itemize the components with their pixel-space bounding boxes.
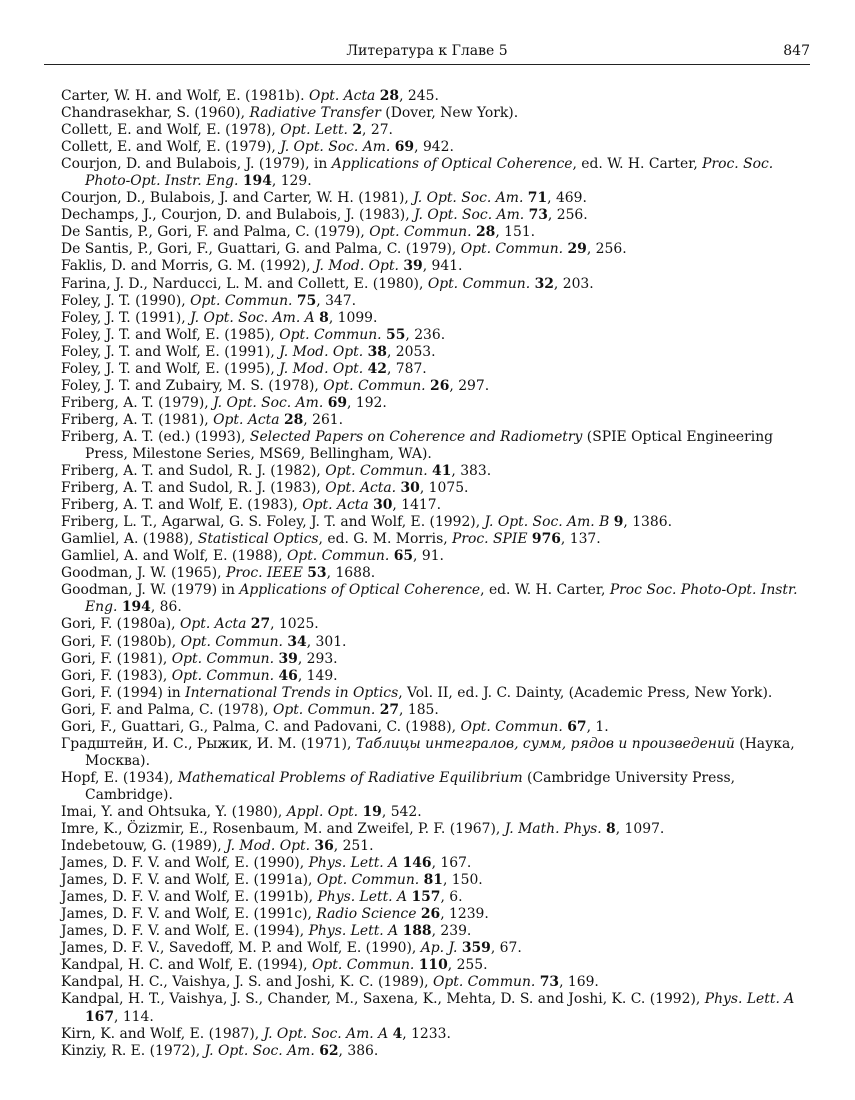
journal-title: Applications of Optical Coherence — [331, 156, 573, 173]
reference-text: Friberg, A. T. (1981), — [61, 411, 214, 428]
reference-text: , 542. — [381, 803, 422, 820]
reference-entry — [61, 88, 811, 105]
reference-text: Courjon, D., Bulabois, J. and Carter, W. H. (1981), — [61, 190, 414, 207]
volume-number: 30 — [373, 497, 393, 514]
reference-text: , 1025. — [270, 616, 319, 633]
reference-text: Dechamps, J., Courjon, D. and Bulabois, J. (1983), — [61, 207, 415, 224]
volume-number: 194 — [121, 599, 151, 616]
reference-entry — [61, 889, 811, 906]
journal-title: Statistical Optics — [197, 531, 319, 548]
reference-entry — [61, 139, 811, 156]
journal-title: Opt. Commun. — [272, 701, 376, 718]
journal-title: Opt. Commun. — [316, 872, 420, 889]
journal-title: J. Mod. Opt. — [279, 343, 364, 360]
reference-entry — [61, 378, 811, 395]
reference-text: Friberg, A. T. and Sudol, R. J. (1983), — [61, 480, 326, 497]
header-rule — [44, 64, 810, 65]
volume-number: 71 — [527, 190, 548, 207]
journal-title: Opt. Commun. — [312, 957, 415, 974]
journal-title: Radiative Transfer — [249, 105, 381, 122]
reference-text: (SPIE Optical Engineering Press, Milestone Series, MS69, Bellingham, WA). — [85, 428, 774, 462]
reference-text: Carter, W. H. and Wolf, E. (1981b). — [61, 88, 309, 104]
reference-text: Foley, J. T. and Wolf, E. (1991), — [61, 343, 280, 360]
reference-entry — [61, 821, 811, 838]
reference-text: , Vol. II, ed. J. C. Dainty, (Academic Press, New York). — [398, 684, 773, 701]
volume-number: 27 — [250, 616, 271, 633]
reference-entry — [61, 872, 811, 889]
reference-text: Farina, J. D., Narducci, L. M. and Collett, E. (1980), — [61, 275, 428, 292]
volume-number: 67 — [567, 718, 587, 735]
reference-text: , 1386. — [623, 514, 672, 531]
reference-text: James, D. F. V., Savedoff, M. P. and Wolf, E. (1990), — [61, 940, 421, 957]
journal-title: Phys. Lett. A — [317, 889, 408, 906]
reference-text: James, D. F. V. and Wolf, E. (1991b), — [61, 889, 318, 906]
volume-number: 146 — [402, 855, 432, 872]
reference-text: , 6. — [440, 889, 463, 906]
journal-title: Opt. Acta — [179, 616, 247, 633]
volume-number: 27 — [379, 701, 400, 718]
volume-number: 26 — [430, 377, 450, 394]
reference-entry — [61, 241, 811, 258]
journal-title: Opt. Commun. — [432, 974, 536, 991]
reference-entry — [61, 804, 811, 821]
reference-list — [61, 88, 811, 1060]
reference-text: , 114. — [114, 1008, 154, 1025]
reference-text: Goodman, J. W. (1979) in — [61, 582, 240, 599]
volume-number: 69 — [327, 394, 348, 411]
volume-number: 65 — [393, 548, 414, 565]
reference-entry — [61, 991, 811, 1025]
reference-entry — [61, 463, 811, 480]
reference-text: , 261. — [303, 411, 344, 428]
reference-entry — [61, 906, 811, 923]
page-number: 847 — [783, 43, 810, 59]
reference-text: Foley, J. T. and Zubairy, M. S. (1978), — [61, 377, 324, 394]
volume-number: 42 — [367, 360, 387, 377]
reference-text: , 151. — [495, 224, 536, 241]
reference-text: Faklis, D. and Morris, G. M. (1992), — [61, 258, 316, 275]
reference-text: Gori, F., Guattari, G., Palma, C. and Padovani, C. (1988), — [61, 718, 461, 735]
journal-title: J. Mod. Opt. — [315, 258, 399, 275]
journal-title: J. Opt. Soc. Am. A — [263, 1025, 389, 1042]
reference-text: Friberg, A. T. and Sudol, R. J. (1982), — [61, 463, 326, 480]
reference-entry — [61, 582, 811, 616]
journal-title: Phys. Lett. A — [308, 923, 399, 940]
reference-text: , 347. — [316, 292, 357, 309]
journal-title: Selected Papers on Coherence and Radiometry — [249, 428, 583, 445]
reference-text: , 185. — [399, 701, 439, 718]
journal-title: Phys. Lett. A — [308, 855, 399, 872]
journal-title: Proc. SPIE — [452, 531, 528, 548]
journal-title: J. Opt. Soc. Am. — [413, 190, 524, 207]
reference-text: , 236. — [405, 326, 446, 343]
volume-number: 39 — [278, 650, 298, 667]
reference-entry — [61, 156, 811, 190]
volume-number: 38 — [367, 343, 387, 360]
reference-text: (Наука, Москва). — [85, 735, 795, 769]
reference-text: Gori, F. (1980b), — [61, 633, 181, 650]
journal-title: International Trends in Optics — [185, 684, 399, 701]
reference-text: (Cambridge University Press, Cambridge). — [85, 769, 736, 803]
reference-text: Foley, J. T. (1991), — [61, 309, 191, 326]
running-header — [44, 41, 810, 65]
reference-text: , 91. — [413, 548, 444, 565]
reference-text: , 149. — [297, 667, 338, 684]
journal-title: Opt. Acta — [302, 497, 369, 514]
reference-text: , 67. — [490, 940, 522, 957]
journal-title: Opt. Lett. — [280, 122, 348, 139]
reference-text: , 27. — [362, 122, 393, 139]
volume-number: 73 — [539, 974, 560, 991]
reference-text: Imai, Y. and Ohtsuka, Y. (1980), — [61, 803, 287, 820]
volume-number: 976 — [531, 531, 561, 548]
volume-number: 28 — [475, 224, 496, 241]
reference-entry — [61, 395, 811, 412]
reference-entry — [61, 923, 811, 940]
volume-number: 46 — [278, 667, 298, 684]
reference-text: Kinziy, R. E. (1972), — [61, 1042, 205, 1059]
journal-title: J. Mod. Opt. — [226, 838, 310, 855]
volume-number: 29 — [567, 241, 587, 258]
journal-title: Opt. Commun. — [325, 463, 428, 480]
volume-number: 81 — [423, 872, 443, 889]
reference-text: , 787. — [386, 360, 427, 377]
reference-entry — [61, 1026, 811, 1043]
reference-text: Foley, J. T. and Wolf, E. (1995), — [61, 360, 280, 377]
reference-text: , 469. — [547, 190, 587, 207]
reference-text: , 383. — [451, 463, 492, 480]
journal-title: Opt. Commun. — [323, 377, 426, 394]
reference-entry — [61, 651, 811, 668]
reference-text: , ed. W. H. Carter, — [480, 582, 610, 599]
reference-text: Kandpal, H. C., Vaishya, J. S. and Joshi, K. C. (1989), — [61, 974, 433, 991]
volume-number: 110 — [418, 957, 448, 974]
reference-text: De Santis, P., Gori, F. and Palma, C. (1979), — [61, 224, 370, 241]
journal-title: Opt. Acta. — [325, 480, 397, 497]
journal-title: J. Opt. Soc. Am. — [213, 394, 324, 411]
reference-text: , 169. — [559, 974, 599, 991]
reference-text: Gori, F. (1981), — [61, 650, 172, 667]
reference-text: , 297. — [449, 377, 490, 394]
volume-number: 157 — [411, 889, 441, 906]
journal-title: Proc Soc. Photo-Opt. Instr. Eng. — [85, 582, 798, 616]
reference-text: , 255. — [447, 957, 488, 974]
reference-text: Hopf, E. (1934), — [61, 769, 178, 786]
journal-title: Opt. Commun. — [460, 718, 563, 735]
reference-text: , 1233. — [402, 1025, 451, 1042]
reference-text: , 293. — [297, 650, 338, 667]
journal-title: Таблицы интегралов, сумм, рядов и произведений — [355, 735, 735, 752]
reference-text: , 256. — [547, 207, 588, 224]
reference-text: Indebetouw, G. (1989), — [61, 838, 227, 855]
journal-title: Opt. Commun. — [460, 241, 564, 258]
reference-text: Foley, J. T. (1990), — [61, 292, 191, 309]
volume-number: 36 — [314, 838, 334, 855]
reference-text: , 1075. — [419, 480, 469, 497]
reference-text: , 150. — [442, 872, 483, 889]
journal-title: Opt. Commun. — [279, 326, 382, 343]
volume-number: 359 — [461, 940, 491, 957]
volume-number: 167 — [85, 1008, 114, 1025]
reference-text: , 245. — [399, 88, 439, 104]
reference-text: De Santis, P., Gori, F., Guattari, G. and Palma, C. (1979), — [61, 241, 461, 258]
journal-title: Opt. Commun. — [286, 548, 390, 565]
reference-text: , 137. — [560, 531, 601, 548]
reference-text: Gori, F. and Palma, C. (1978), — [61, 701, 273, 718]
reference-text: , 1099. — [328, 309, 378, 326]
reference-entry — [61, 258, 811, 275]
reference-text: Gamliel, A. (1988), — [61, 531, 198, 548]
volume-number: 194 — [242, 173, 272, 190]
reference-text: , 251. — [333, 838, 374, 855]
reference-text: James, D. F. V. and Wolf, E. (1991c), — [61, 906, 317, 923]
reference-text: Goodman, J. W. (1965), — [61, 565, 226, 582]
volume-number: 39 — [403, 258, 423, 275]
reference-text: , 2053. — [386, 343, 436, 360]
reference-entry — [61, 855, 811, 872]
volume-number: 9 — [613, 514, 624, 531]
volume-number: 69 — [394, 139, 415, 156]
reference-text: , 239. — [431, 923, 472, 940]
reference-entry — [61, 940, 811, 957]
reference-entry — [61, 105, 811, 122]
reference-text: , ed. G. M. Morris, — [318, 531, 453, 548]
volume-number: 26 — [420, 906, 441, 923]
reference-text: , 1. — [586, 718, 609, 735]
journal-title: J. Opt. Soc. Am. B — [484, 514, 610, 531]
reference-text: Kandpal, H. C. and Wolf, E. (1994), — [61, 957, 312, 974]
reference-entry — [61, 480, 811, 497]
journal-title: Appl. Opt. — [286, 803, 359, 820]
reference-text: Friberg, A. T. and Wolf, E. (1983), — [61, 497, 303, 514]
reference-text: Friberg, L. T., Agarwal, G. S. Foley, J. T. and Wolf, E. (1992), — [61, 514, 485, 531]
reference-text: Courjon, D. and Bulabois, J. (1979), in — [61, 156, 332, 173]
reference-entry — [61, 361, 811, 378]
volume-number: 28 — [379, 88, 400, 104]
journal-title: Opt. Acta — [308, 88, 376, 104]
volume-number: 34 — [287, 633, 307, 650]
reference-text: James, D. F. V. and Wolf, E. (1991a), — [61, 872, 317, 889]
reference-text: Collett, E. and Wolf, E. (1979), — [61, 139, 281, 156]
reference-text: , 203. — [553, 275, 594, 292]
reference-entry — [61, 668, 811, 685]
reference-text: Gori, F. (1983), — [61, 667, 172, 684]
reference-entry — [61, 344, 811, 361]
reference-text: , 1417. — [392, 497, 442, 514]
reference-entry — [61, 685, 811, 702]
reference-entry — [61, 531, 811, 548]
journal-title: J. Math. Phys. — [504, 821, 602, 838]
volume-number: 8 — [319, 309, 329, 326]
running-title: Литература к Главе 5 — [346, 43, 508, 59]
reference-entry — [61, 207, 811, 224]
volume-number: 73 — [528, 207, 548, 224]
reference-text: James, D. F. V. and Wolf, E. (1990), — [61, 855, 309, 872]
journal-title: Opt. Commun. — [190, 292, 293, 309]
reference-entry — [61, 310, 811, 327]
reference-entry — [61, 565, 811, 582]
reference-text: Градштейн, И. С., Рыжик, И. М. (1971), — [61, 735, 356, 752]
volume-number: 8 — [606, 821, 616, 838]
journal-title: Opt. Acta — [213, 411, 280, 428]
journal-title: Ap. J. — [420, 940, 458, 957]
volume-number: 32 — [534, 275, 554, 292]
reference-text: Gamliel, A. and Wolf, E. (1988), — [61, 548, 287, 565]
reference-text: Gori, F. (1994) in — [61, 684, 186, 701]
volume-number: 19 — [362, 803, 382, 820]
reference-text: , 167. — [431, 855, 472, 872]
reference-entry — [61, 327, 811, 344]
reference-text: James, D. F. V. and Wolf, E. (1994), — [61, 923, 309, 940]
reference-entry — [61, 616, 811, 633]
volume-number: 188 — [402, 923, 432, 940]
reference-text: Collett, E. and Wolf, E. (1978), — [61, 122, 281, 139]
reference-text: Friberg, A. T. (1979), — [61, 394, 214, 411]
reference-text: , 1239. — [440, 906, 489, 923]
journal-title: Applications of Optical Coherence — [239, 582, 481, 599]
reference-text: (Dover, New York). — [380, 105, 519, 122]
reference-text: Chandrasekhar, S. (1960), — [61, 105, 250, 122]
reference-entry — [61, 429, 811, 463]
reference-entry — [61, 276, 811, 293]
reference-entry — [61, 1043, 811, 1060]
reference-text: , 192. — [347, 394, 387, 411]
reference-entry — [61, 736, 811, 770]
reference-text: Foley, J. T. and Wolf, E. (1985), — [61, 326, 280, 343]
reference-entry — [61, 634, 811, 651]
reference-text: , 942. — [414, 139, 454, 156]
journal-title: Proc. Soc. Photo-Opt. Instr. Eng. — [85, 156, 774, 190]
reference-text: , 86. — [150, 599, 182, 616]
reference-entry — [61, 224, 811, 241]
journal-title: Radio Science — [316, 906, 417, 923]
journal-title: Opt. Commun. — [427, 275, 531, 292]
reference-text: Friberg, A. T. (ed.) (1993), — [61, 428, 250, 445]
reference-text: , 1097. — [615, 821, 665, 838]
reference-text: , 386. — [338, 1042, 379, 1059]
reference-entry — [61, 974, 811, 991]
reference-text: Imre, K., Özizmir, E., Rosenbaum, M. and Zweifel, P. F. (1967), — [61, 821, 505, 838]
reference-entry — [61, 514, 811, 531]
journal-title: Opt. Commun. — [171, 667, 275, 684]
reference-text: , 256. — [586, 241, 627, 258]
reference-entry — [61, 293, 811, 310]
reference-entry — [61, 497, 811, 514]
reference-text: Kirn, K. and Wolf, E. (1987), — [61, 1025, 264, 1042]
reference-text: , 129. — [271, 173, 312, 190]
volume-number: 55 — [386, 326, 406, 343]
reference-entry — [61, 190, 811, 207]
reference-entry — [61, 122, 811, 139]
volume-number: 28 — [283, 411, 304, 428]
journal-title: Proc. IEEE — [225, 565, 303, 582]
reference-entry — [61, 838, 811, 855]
reference-text: Kandpal, H. T., Vaishya, J. S., Chander, M., Saxena, K., Mehta, D. S. and Joshi, K. C. (1992), — [61, 991, 705, 1008]
journal-title: Opt. Commun. — [171, 650, 275, 667]
reference-text: , 301. — [306, 633, 347, 650]
journal-title: J. Opt. Soc. Am. — [280, 139, 391, 156]
volume-number: 41 — [432, 463, 452, 480]
reference-text: , 941. — [422, 258, 463, 275]
reference-text: Gori, F. (1980a), — [61, 616, 180, 633]
volume-number: 62 — [319, 1042, 339, 1059]
journal-title: J. Opt. Soc. Am. A — [190, 309, 315, 326]
volume-number: 30 — [400, 480, 420, 497]
volume-number: 75 — [296, 292, 317, 309]
reference-entry — [61, 548, 811, 565]
reference-entry — [61, 702, 811, 719]
volume-number: 4 — [392, 1025, 403, 1042]
journal-title: J. Opt. Soc. Am. — [414, 207, 525, 224]
journal-title: Phys. Lett. A — [704, 991, 795, 1008]
journal-title: Mathematical Problems of Radiative Equilibrium — [177, 769, 523, 786]
journal-title: J. Mod. Opt. — [279, 360, 364, 377]
journal-title: Opt. Commun. — [369, 224, 472, 241]
volume-number: 53 — [307, 565, 327, 582]
reference-text: , 1688. — [326, 565, 376, 582]
reference-entry — [61, 719, 811, 736]
volume-number: 2 — [352, 122, 363, 139]
reference-text: , ed. W. H. Carter, — [572, 156, 703, 173]
reference-entry — [61, 412, 811, 429]
reference-entry — [61, 770, 811, 804]
journal-title: J. Opt. Soc. Am. — [204, 1042, 315, 1059]
journal-title: Opt. Commun. — [180, 633, 283, 650]
reference-entry — [61, 957, 811, 974]
